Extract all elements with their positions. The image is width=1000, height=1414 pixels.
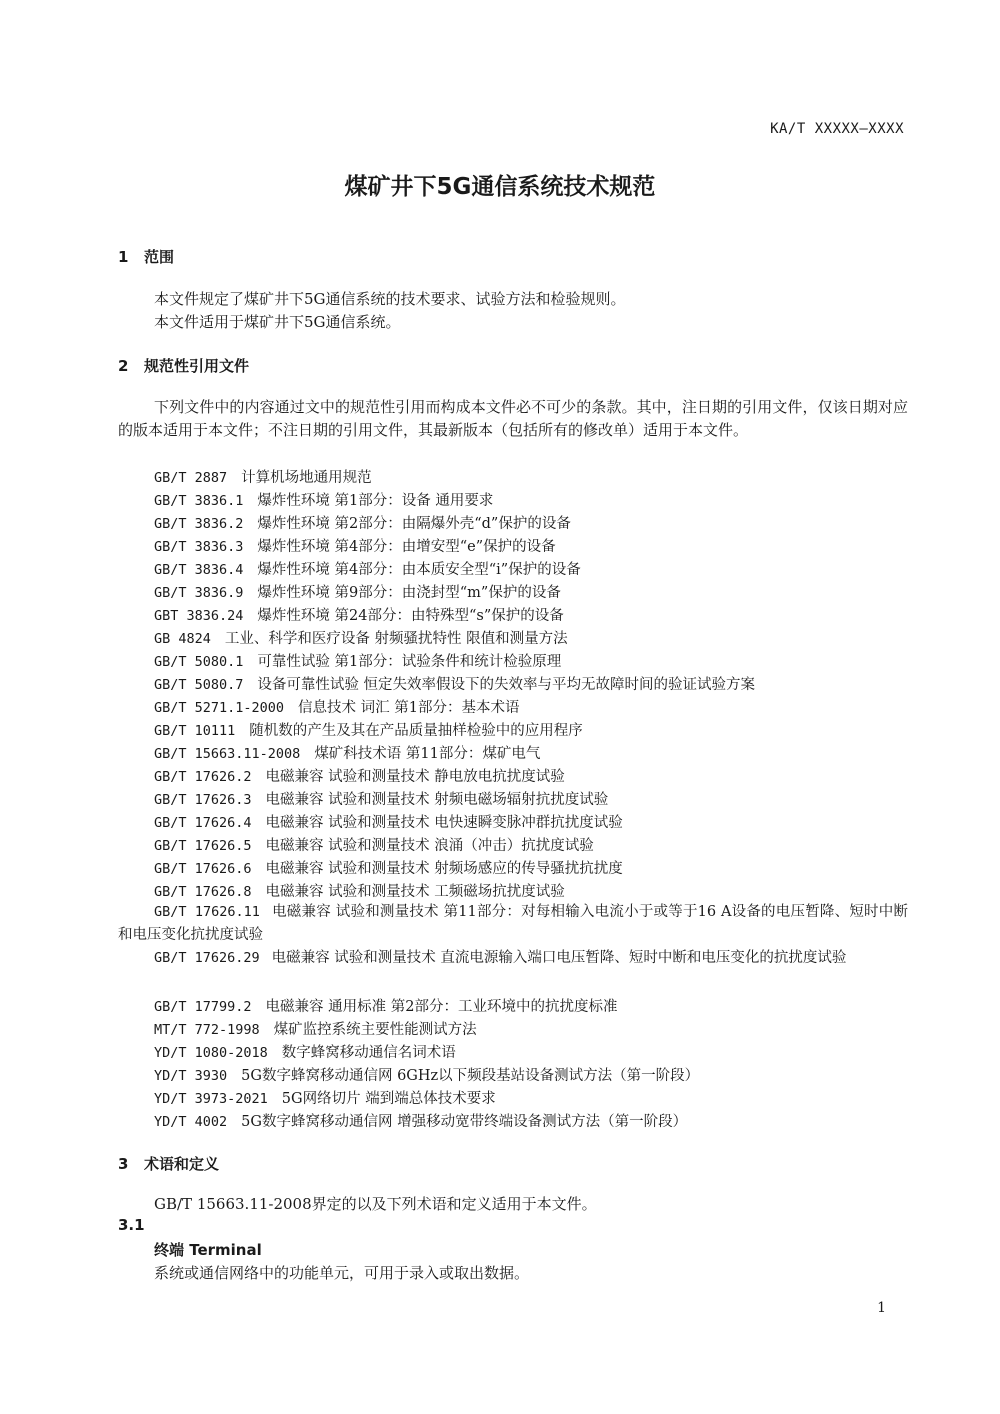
reference-item [154,719,583,740]
scope-paragraph-1: 本文件规定了煤矿井下5G通信系统的技术要求、试验方法和检验规则。 [154,290,626,308]
reference-title: 爆炸性环境 第24部分：由特殊型“s”保护的设备 [257,608,564,624]
page-number: 1 [877,1300,886,1316]
section-3-heading [118,1153,219,1174]
reference-item [154,650,561,671]
reference-code: GB 4824 [154,631,211,647]
reference-title: 5G网络切片 端到端总体技术要求 [281,1091,496,1107]
reference-item [154,834,594,855]
reference-item [154,995,618,1016]
reference-title: 电磁兼容 试验和测量技术 直流电源输入端口电压暂降、短时中断和电压变化的抗扰度试验 [271,950,847,966]
reference-item [154,788,608,809]
reference-title: 可靠性试验 第1部分：试验条件和统计检验原理 [257,654,562,670]
reference-item [154,765,565,786]
reference-title: 5G数字蜂窝移动通信网 增强移动宽带终端设备测试方法（第一阶段） [241,1114,688,1130]
reference-title: 数字蜂窝移动通信名词术语 [281,1045,456,1061]
reference-item [154,512,571,533]
section-title: 规范性引用文件 [144,357,250,375]
reference-code: GB/T 17626.5 [154,838,252,854]
reference-item [154,857,623,878]
reference-title: 信息技术 词汇 第1部分：基本术语 [298,700,520,716]
document-title: 煤矿井下5G通信系统技术规范 [344,174,656,200]
reference-code: GB/T 2887 [154,470,228,486]
scope-paragraph-2: 本文件适用于煤矿井下5G通信系统。 [154,313,401,331]
reference-item [154,627,568,648]
reference-title: 电磁兼容 试验和测量技术 静电放电抗扰度试验 [265,769,565,785]
reference-item [154,1087,496,1108]
reference-code: YD/T 3930 [154,1068,228,1084]
reference-item [154,1041,456,1062]
reference-title: 工业、科学和医疗设备 射频骚扰特性 限值和测量方法 [224,631,568,647]
reference-code: GB/T 5080.7 [154,677,244,693]
reference-item [118,947,908,970]
reference-title: 电磁兼容 试验和测量技术 第11部分：对每相输入电流小于或等于16 A设备的电压暂降、短时中断和电压变化抗扰度试验 [118,904,908,943]
reference-code: GBT 3836.24 [154,608,244,624]
reference-title: 5G数字蜂窝移动通信网 6GHz以下频段基站设备测试方法（第一阶段） [241,1068,700,1084]
section-number: 2 [118,357,129,375]
reference-title: 电磁兼容 通用标准 第2部分：工业环境中的抗扰度标准 [265,999,618,1015]
reference-title: 电磁兼容 试验和测量技术 工频磁场抗扰度试验 [265,884,565,900]
section-2-heading [118,355,249,376]
reference-code: GB/T 5271.1-2000 [154,700,285,716]
reference-code: GB/T 3836.4 [154,562,244,578]
reference-item [154,1064,699,1085]
reference-title: 电磁兼容 试验和测量技术 电快速瞬变脉冲群抗扰度试验 [265,815,623,831]
reference-title: 爆炸性环境 第1部分：设备 通用要求 [257,493,494,509]
section-1-heading [118,246,174,267]
section-number: 3 [118,1155,129,1173]
terms-intro: GB/T 15663.11-2008界定的以及下列术语和定义适用于本文件。 [154,1195,597,1213]
reference-title: 电磁兼容 试验和测量技术 射频场感应的传导骚扰抗扰度 [265,861,623,877]
reference-item [154,558,581,579]
reference-code: GB/T 17799.2 [154,999,252,1015]
reference-item [154,489,493,510]
reference-title: 电磁兼容 试验和测量技术 浪涌（冲击）抗扰度试验 [265,838,594,854]
reference-item [154,581,561,602]
reference-code: YD/T 1080-2018 [154,1045,268,1061]
reference-item [154,604,564,625]
reference-code: GB/T 3836.9 [154,585,244,601]
reference-title: 爆炸性环境 第9部分：由浇封型“m”保护的设备 [257,585,561,601]
reference-title: 随机数的产生及其在产品质量抽样检验中的应用程序 [249,723,583,739]
reference-item [154,880,565,901]
standard-code: KA/T XXXXX—XXXX [770,121,904,137]
reference-title: 电磁兼容 试验和测量技术 射频电磁场辐射抗扰度试验 [265,792,609,808]
reference-title: 爆炸性环境 第4部分：由本质安全型“i”保护的设备 [257,562,581,578]
reference-item [154,742,540,763]
reference-code: GB/T 17626.11 [154,904,260,920]
reference-code: GB/T 17626.4 [154,815,252,831]
reference-title: 煤矿科技术语 第11部分：煤矿电气 [314,746,541,762]
section-title: 术语和定义 [144,1155,220,1173]
reference-item [154,696,520,717]
reference-code: MT/T 772-1998 [154,1022,260,1038]
reference-code: GB/T 17626.6 [154,861,252,877]
reference-code: YD/T 4002 [154,1114,228,1130]
reference-item [154,1110,687,1131]
term-definition: 系统或通信网络中的功能单元，可用于录入或取出数据。 [154,1264,530,1282]
reference-item [154,811,623,832]
reference-code: YD/T 3973-2021 [154,1091,268,1107]
reference-code: GB/T 10111 [154,723,236,739]
reference-code: GB/T 5080.1 [154,654,244,670]
reference-code: GB/T 17626.8 [154,884,252,900]
reference-title: 计算机场地通用规范 [241,470,372,486]
reference-item [118,901,908,947]
reference-item [154,673,755,694]
clause-number: 3.1 [118,1216,145,1234]
reference-title: 爆炸性环境 第4部分：由增安型“e”保护的设备 [257,539,556,555]
section-number: 1 [118,248,129,266]
reference-code: GB/T 17626.29 [154,950,260,966]
reference-code: GB/T 3836.3 [154,539,244,555]
reference-title: 爆炸性环境 第2部分：由隔爆外壳“d”保护的设备 [257,516,571,532]
section-title: 范围 [144,248,175,266]
reference-item [154,1018,477,1039]
normative-references-intro: 下列文件中的内容通过文中的规范性引用而构成本文件必不可少的条款。其中，注日期的引用文件，仅该日期对应的版本适用于本文件；不注日期的引用文件，其最新版本（包括所有的修改单）适用于本文件。 [118,398,908,439]
term-heading: 终端 Terminal [154,1241,262,1259]
reference-title: 设备可靠性试验 恒定失效率假设下的失效率与平均无故障时间的验证试验方案 [257,677,756,693]
reference-code: GB/T 3836.1 [154,493,244,509]
reference-item [154,535,556,556]
reference-code: GB/T 17626.3 [154,792,252,808]
reference-item [154,466,372,487]
reference-code: GB/T 3836.2 [154,516,244,532]
reference-title: 煤矿监控系统主要性能测试方法 [273,1022,477,1038]
reference-code: GB/T 17626.2 [154,769,252,785]
reference-code: GB/T 15663.11-2008 [154,746,301,762]
